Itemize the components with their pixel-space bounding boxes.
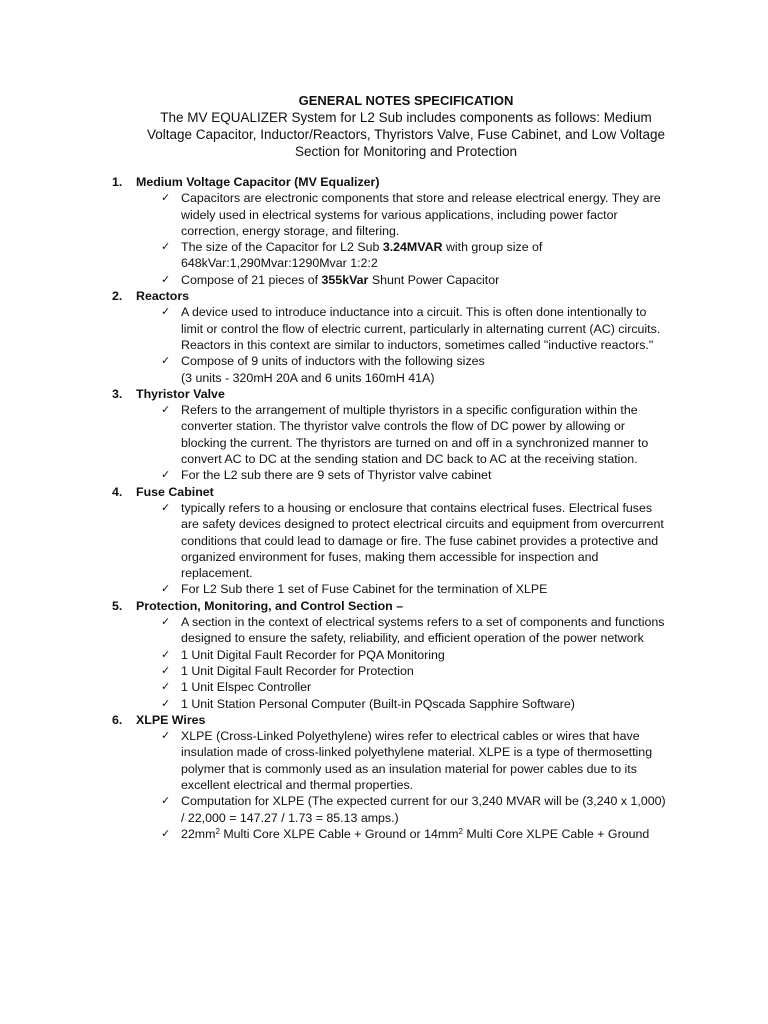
checkmark-icon: ✓ (161, 273, 171, 286)
item-line: Refers to the arrangement of multiple thyristors in a specific configuration within the (181, 403, 638, 418)
section-heading (0, 598, 768, 614)
list-item (0, 647, 768, 663)
section (0, 174, 768, 288)
intro-paragraph (120, 109, 692, 160)
checkmark-icon: ✓ (161, 192, 171, 205)
item-line: typically refers to a housing or enclosure that contains electrical fuses. Electrical fuses (181, 500, 653, 515)
document-title: GENERAL NOTES SPECIFICATION (298, 93, 514, 108)
section-heading (0, 386, 768, 402)
section-heading (0, 174, 768, 190)
bullet-list (0, 614, 768, 712)
item-line: 1 Unit Digital Fault Recorder for Protection (181, 663, 414, 678)
item-line: Computation for XLPE (The expected current for our 3,240 MVAR will be (3,240 x 1,000) (181, 794, 666, 809)
item-line: designed to ensure the safety, reliability, and efficient operation of the power network (181, 631, 644, 646)
list-item (0, 826, 768, 842)
section-number: 3. (112, 386, 123, 401)
list-item (0, 728, 768, 793)
list-item (0, 793, 768, 826)
bullet-list (0, 304, 768, 385)
section-number: 6. (112, 712, 123, 727)
item-line: A section in the context of electrical systems refers to a set of components and functions (181, 615, 665, 630)
item-line: / 22,000 = 147.27 / 1.73 = 85.13 amps.) (181, 810, 399, 825)
item-line: (3 units - 320mH 20A and 6 units 160mH 41A) (181, 370, 435, 385)
item-line: organized environment for fuses, making them accessible for inspection and (181, 549, 599, 564)
list-item (0, 500, 768, 581)
checkmark-icon: ✓ (161, 664, 171, 677)
section (0, 598, 768, 712)
intro-line: Section for Monitoring and Protection (294, 144, 518, 159)
item-line: 1 Unit Station Personal Computer (Built-in PQscada Sapphire Software) (181, 696, 575, 711)
checkmark-icon: ✓ (161, 306, 171, 319)
section (0, 386, 768, 484)
section-title: Medium Voltage Capacitor (MV Equalizer) (136, 175, 380, 189)
section-title: Fuse Cabinet (136, 484, 214, 499)
item-line: A device used to introduce inductance into a circuit. This is often done intentionally to (181, 305, 647, 320)
item-line: Compose of 9 units of inductors with the following sizes (181, 354, 485, 369)
checkmark-icon: ✓ (161, 355, 171, 368)
list-item (0, 190, 768, 239)
checkmark-icon: ✓ (161, 648, 171, 661)
item-line: excellent electrical and thermal properties. (181, 777, 414, 792)
section-title: XLPE Wires (136, 712, 206, 727)
list-item (0, 696, 768, 712)
list-item (0, 679, 768, 695)
checkmark-icon: ✓ (161, 583, 171, 596)
item-line: replacement. (181, 566, 253, 581)
list-item (0, 663, 768, 679)
item-line: are safety devices designed to protect electrical circuits and equipment from overcurrent (181, 517, 664, 532)
item-line: correction, energy storage, and filtering. (181, 223, 400, 238)
item-line: 1 Unit Digital Fault Recorder for PQA Monitoring (181, 647, 445, 662)
item-line: For the L2 sub there are 9 sets of Thyristor valve cabinet (181, 468, 492, 483)
section-number: 4. (112, 484, 123, 499)
item-line: 648kVar:1,290Mvar:1290Mvar 1:2:2 (181, 256, 378, 271)
list-item (0, 614, 768, 647)
checkmark-icon: ✓ (161, 827, 171, 840)
checkmark-icon: ✓ (161, 795, 171, 808)
list-item (0, 304, 768, 353)
item-line: convert AC to DC at the sending station and DC back to AC at the receiving station. (181, 452, 638, 467)
list-item (0, 272, 768, 288)
section-heading (0, 288, 768, 304)
checkmark-icon: ✓ (161, 501, 171, 514)
item-line: For L2 Sub there 1 set of Fuse Cabinet for the termination of XLPE (181, 582, 548, 597)
bullet-list (0, 402, 768, 483)
item-line: XLPE (Cross-Linked Polyethylene) wires refer to electrical cables or wires that have (181, 729, 640, 744)
checkmark-icon: ✓ (161, 681, 171, 694)
bullet-list (0, 728, 768, 842)
section (0, 288, 768, 386)
list-item (0, 239, 768, 272)
section (0, 712, 768, 842)
list-item (0, 467, 768, 483)
bullet-list (0, 190, 768, 288)
item-line: converter station. The thyristor valve controls the flow of DC power by allowing or (181, 419, 625, 434)
item-line: widely used in electrical systems for various applications, including power factor (181, 207, 618, 222)
section-title: Protection, Monitoring, and Control Section – (136, 598, 404, 613)
checkmark-icon: ✓ (161, 730, 171, 743)
section (0, 484, 768, 598)
checkmark-icon: ✓ (161, 616, 171, 629)
list-item (0, 353, 768, 386)
item-line: blocking the current. The thyristors are turned on and off in a synchronized manner to (181, 435, 649, 450)
checkmark-icon: ✓ (161, 241, 171, 254)
item-line: The size of the Capacitor for L2 Sub 3.24MVAR with group size of (181, 240, 543, 255)
item-line: Reactors in this context are similar to inductors, sometimes called "inductive reactors." (181, 337, 654, 352)
item-line: Compose of 21 pieces of 355kVar Shunt Power Capacitor (181, 272, 500, 287)
document-header (120, 92, 692, 160)
item-line: polymer that is commonly used as an insulation material for power cables due to its (181, 761, 637, 776)
item-line: insulation made of cross-linked polyethylene material. XLPE is a type of thermosetting (181, 745, 653, 760)
bold-value: 3.24MVAR (382, 240, 443, 255)
item-line: $22mm^2$ Multi Core XLPE Cable + Ground or $14mm^2$ Multi Core XLPE Cable + Ground (181, 826, 650, 841)
intro-line: Voltage Capacitor, Inductor/Reactors, Thyristors Valve, Fuse Cabinet, and Low Voltage (146, 127, 666, 142)
section-number: 5. (112, 598, 123, 613)
section-heading (0, 712, 768, 728)
section-number: 2. (112, 289, 123, 304)
intro-line: The MV EQUALIZER System for L2 Sub includes components as follows: Medium (160, 110, 652, 125)
superscript: 2 (215, 826, 220, 836)
checkmark-icon: ✓ (161, 404, 171, 417)
list-item (0, 402, 768, 467)
checkmark-icon: ✓ (161, 469, 171, 482)
bullet-list (0, 500, 768, 598)
item-line: 1 Unit Elspec Controller (181, 680, 312, 695)
section-title: Thyristor Valve (136, 386, 225, 401)
bold-value: 355kVar (321, 272, 369, 287)
item-line: limit or control the flow of electric current, particularly in alternating current (AC) circuits. (181, 321, 661, 336)
section-title: Reactors (136, 289, 190, 304)
section-heading (0, 484, 768, 500)
item-line: conditions that could lead to damage or fire. The fuse cabinet provides a protective and (181, 533, 659, 548)
superscript: 2 (458, 826, 463, 836)
sections-list (0, 174, 768, 842)
checkmark-icon: ✓ (161, 697, 171, 710)
section-number: 1. (112, 175, 123, 189)
item-line: Capacitors are electronic components that store and release electrical energy. They are (181, 191, 661, 206)
list-item (0, 581, 768, 597)
